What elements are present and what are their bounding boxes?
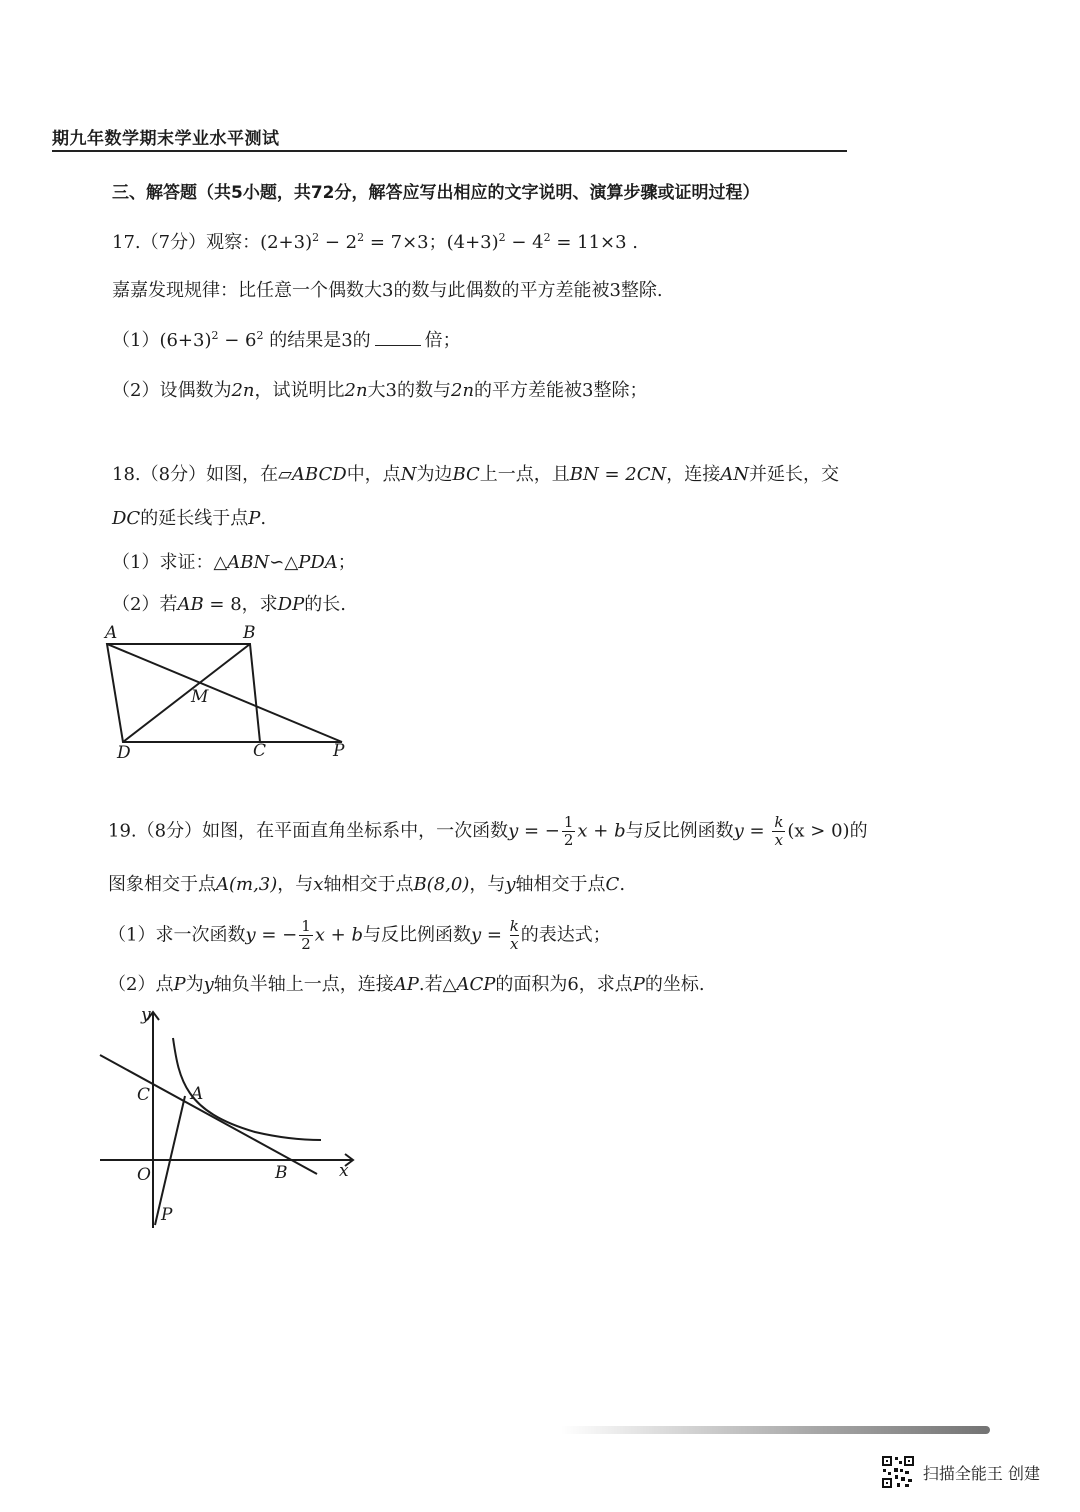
label-a: A bbox=[191, 1084, 204, 1104]
label-p: P bbox=[333, 741, 345, 761]
q17-part2: （2）设偶数为2n，试说明比2n大3的数与2n的平方差能被3整除； bbox=[112, 380, 648, 401]
label-a: A bbox=[105, 623, 118, 643]
q19-part1: （1）求一次函数y = − $\frac{1}{2}$ x + b与反比例函数y = $\frac{k}{x}$ 的表达式； bbox=[108, 917, 611, 953]
label-d: D bbox=[117, 743, 131, 763]
q19-statement-line1: 19.（8分）如图，在平面直角坐标系中，一次函数y = − $\frac{1}{2}$ x + b与反比例函数y = $\frac{k}{x}$ (x > 0)的 bbox=[108, 813, 868, 849]
parallelogram-abcd bbox=[107, 644, 260, 742]
q18-part2: （2）若AB = 8，求DP的长. bbox=[112, 594, 346, 615]
q19-part2: （2）点P为y轴负半轴上一点，连接AP.若△ACP的面积为6，求点P的坐标. bbox=[108, 974, 705, 995]
qr-code-icon bbox=[881, 1455, 915, 1489]
label-o: O bbox=[137, 1165, 151, 1185]
q17-part1: $(1)(6+3)^2 - 6^2$ 的结果是3的 倍； bbox=[112, 329, 461, 351]
label-c: C bbox=[137, 1085, 151, 1105]
scan-shadow bbox=[560, 1426, 990, 1434]
q18-statement-line1: 18.（8分）如图，在▱ABCD中，点N为边BC上一点，且BN = 2CN，连接AN并延长，交 bbox=[112, 464, 840, 485]
label-m: M bbox=[191, 687, 209, 707]
label-x: x bbox=[339, 1161, 349, 1181]
q18-parallelogram-figure bbox=[95, 618, 365, 763]
q17-rule: 嘉嘉发现规律：比任意一个偶数大3的数与此偶数的平方差能被3整除. bbox=[112, 280, 663, 301]
q19-statement-line2: 图象相交于点A(m,3)，与x轴相交于点B(8,0)，与y轴相交于点C. bbox=[108, 874, 626, 895]
header-divider bbox=[52, 150, 847, 152]
q17-observation: 17.（7分）观察：$(2+3)^2 - 2^2 = 7\times 3$；$(4+3)^2 - 4^2 = 11\times 3$ . bbox=[112, 231, 639, 253]
label-b: B bbox=[275, 1163, 288, 1183]
watermark-text: 扫描全能王 创建 bbox=[922, 1463, 1040, 1483]
label-y: y bbox=[141, 1005, 151, 1025]
label-p: P bbox=[161, 1205, 173, 1225]
q18-part1: （1）求证：△ABN∽△PDA； bbox=[112, 552, 356, 573]
section-heading: 三、解答题（共5小题，共72分，解答应写出相应的文字说明、演算步骤或证明过程） bbox=[112, 183, 760, 203]
q18-statement-line2: DC的延长线于点P. bbox=[112, 508, 267, 529]
answer-blank bbox=[375, 345, 421, 346]
scanner-watermark bbox=[881, 1455, 1040, 1489]
q19-coordinate-figure bbox=[95, 1000, 365, 1235]
linear-function-line bbox=[100, 1055, 317, 1174]
label-c: C bbox=[253, 741, 267, 761]
label-b: B bbox=[243, 623, 256, 643]
exam-title: 期九年数学期末学业水平测试 bbox=[52, 129, 280, 149]
